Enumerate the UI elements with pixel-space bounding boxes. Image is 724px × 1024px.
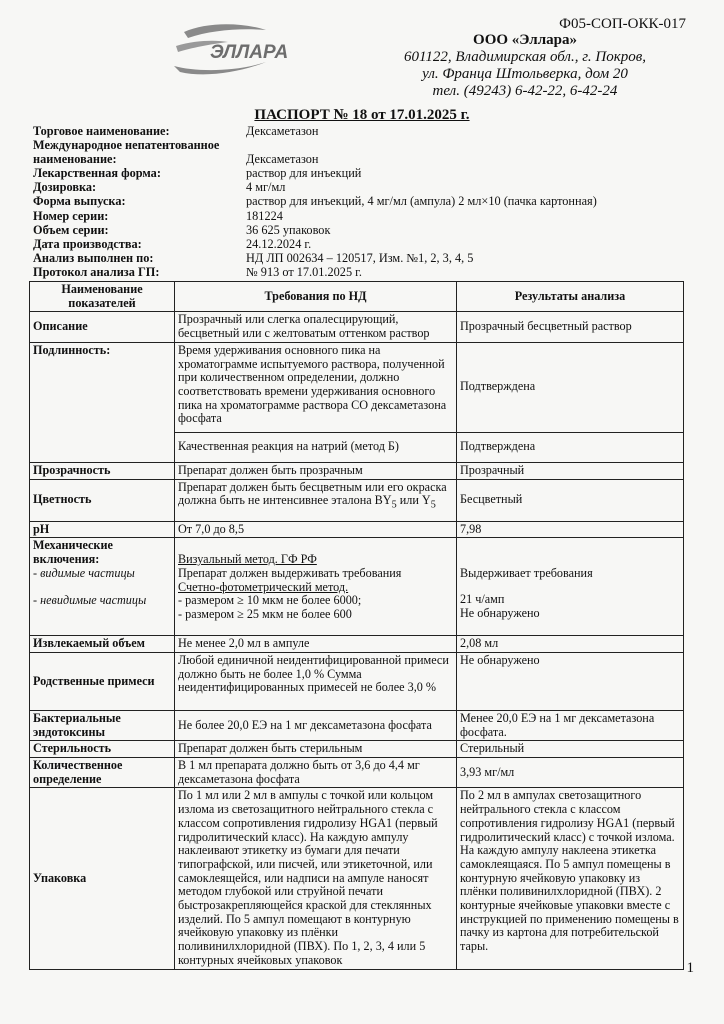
row-name: Упаковка	[30, 788, 175, 969]
row-result: Менее 20,0 ЕЭ на 1 мг дексаметазона фосфата.	[457, 710, 684, 740]
page-number: 1	[686, 960, 694, 976]
table-row	[30, 479, 684, 521]
company-address-line2: ул. Франца Штольверка, дом 20	[422, 66, 628, 82]
table-row	[30, 312, 684, 342]
info-label: Анализ выполнен по:	[33, 250, 154, 265]
table-row	[30, 462, 684, 479]
logo-text: ЭЛЛАРА	[210, 42, 289, 63]
row-result: По 2 мл в ампулах светозащитного нейтрального стекла с классом сопротивления гидролизу HGA1 (первый гидролитический класс) с точкой излома. На каждую ампулу наклеена этикетка самоклеящаяся. По 5 ампул помещены в контурную ячейковую упаковку из плёнки поливинилхлоридной (ПВХ). 2 контурные ячейковые упаковки вместе с инструкцией по применению помещены в пачку из картона для потребительской тары.	[457, 788, 684, 969]
table-row	[30, 521, 684, 538]
row-name: Цветность	[30, 479, 175, 521]
info-label: Торговое наименование:	[33, 124, 170, 138]
mech-res-size1: 21 ч/амп	[460, 591, 505, 606]
row-requirement: В 1 мл препарата должно быть от 3,6 до 4,4 мг дексаметазона фосфата	[175, 758, 457, 788]
info-label: Международное непатентованное	[33, 138, 220, 153]
row-requirement: Не менее 2,0 мл в ампуле	[175, 636, 457, 653]
mech-visible: - видимые частицы	[33, 565, 135, 580]
info-row	[33, 194, 663, 208]
info-label: Дозировка:	[33, 180, 97, 195]
row-requirement: Препарат должен быть прозрачным	[175, 462, 457, 479]
info-row	[33, 138, 663, 152]
row-result: Подтверждена	[457, 342, 684, 432]
row-result: Стерильный	[457, 741, 684, 758]
row-result: Прозрачный бесцветный раствор	[457, 312, 684, 342]
company-phone: тел. (49243) 6-42-22, 6-42-24	[432, 83, 618, 99]
info-value	[246, 138, 663, 152]
table-header-row	[30, 282, 684, 312]
table-row	[30, 636, 684, 653]
info-value: 24.12.2024 г.	[246, 236, 312, 251]
table-row	[30, 758, 684, 788]
color-req-text-2: или Y	[399, 493, 431, 508]
header-requirements: Требования по НД	[175, 282, 457, 312]
table-row	[30, 652, 684, 710]
analysis-table	[29, 281, 684, 970]
header-indicator: Наименование показателей	[30, 282, 175, 312]
info-value: № 913 от 17.01.2025 г.	[246, 264, 362, 279]
passport-title: ПАСПОРТ № 18 от 17.01.2025 г.	[254, 107, 470, 123]
row-requirement	[175, 538, 457, 636]
table-row	[30, 538, 684, 636]
row-result: 2,08 мл	[457, 636, 684, 653]
row-result: Прозрачный	[457, 462, 684, 479]
mech-req-size1: - размером ≥ 10 мкм не более 6000;	[178, 593, 362, 608]
info-value: 36 625 упаковок	[246, 222, 331, 237]
info-label: Объем серии:	[33, 222, 109, 237]
row-name: Прозрачность	[30, 462, 175, 479]
row-name: Родственные примеси	[30, 652, 175, 710]
color-req-subscript: 5	[391, 499, 397, 511]
mech-req-size2: - размером ≥ 25 мкм не более 600	[178, 607, 352, 622]
info-row	[33, 124, 663, 138]
row-name: Описание	[30, 312, 175, 342]
mech-res-visible: Выдерживает требования	[460, 566, 593, 581]
info-label: Протокол анализа ГП:	[33, 264, 160, 279]
info-value: 181224	[246, 208, 283, 223]
row-result: Не обнаружено	[457, 652, 684, 710]
info-label: наименование:	[33, 152, 117, 167]
row-result: Бесцветный	[457, 479, 684, 521]
row-requirement	[175, 479, 457, 521]
company-address-line1: 601122, Владимирская обл., г. Покров,	[404, 49, 646, 65]
row-name: pH	[30, 521, 175, 538]
mech-name: Механические включения:	[33, 538, 113, 566]
mech-method1: Визуальный метод. ГФ РФ	[178, 552, 317, 567]
info-value: Дексаметазон	[246, 124, 319, 138]
mech-invisible: - невидимые частицы	[33, 593, 147, 608]
info-row	[33, 223, 663, 237]
color-req-text: Препарат должен быть бесцветным или его окраска должна быть не интенсивнее эталона BY	[178, 479, 447, 508]
row-requirement: По 1 мл или 2 мл в ампулы с точкой или кольцом излома из светозащитного нейтрального стекла с классом сопротивления гидролизу HGA1 (первый гидролитический класс). На каждую ампулу наклеивают этикетку из бумаги для печати типографской, или писчей, или этикеточной, или самоклеящейся, или надписи на ампуле наносят методом глубокой или струйной печати быстрозакрепляющейся краской для стеклянных изделий. По 5 ампул помещают в контурную ячейковую упаковку из плёнки поливинилхлоридной (ПВХ). По 1, 2, 3, 4 или 5 контурных ячейковых упаковок	[175, 788, 457, 969]
row-requirement: Время удерживания основного пика на хроматограмме испытуемого раствора, полученной при количественном определении, должно соответствовать времени удерживания основного пика на хроматограмме раствора СО дексаметазона фосфата	[175, 342, 457, 432]
row-name: Бактериальные эндотоксины	[30, 710, 175, 740]
table-row	[30, 342, 684, 432]
table-row	[30, 710, 684, 740]
color-req-subscript-2: 5	[430, 499, 436, 511]
product-info	[33, 124, 663, 279]
info-label: Номер серии:	[33, 208, 109, 223]
document-code: Ф05-СОП-ОКК-017	[559, 16, 686, 32]
info-value: раствор для инъекций	[246, 166, 362, 181]
row-requirement: Любой единичной неидентифицированной примеси должно быть не более 1,0 % Сумма неидентифицированных примесей не более 3,0 %	[175, 652, 457, 710]
row-requirement: Прозрачный или слегка опалесцирующий, бесцветный или с желтоватым оттенком раствор	[175, 312, 457, 342]
info-row	[33, 180, 663, 194]
row-name: Подлинность:	[30, 342, 175, 462]
row-result	[457, 538, 684, 636]
table-row	[30, 741, 684, 758]
row-name: Извлекаемый объем	[30, 636, 175, 653]
row-name: Количественное определение	[30, 758, 175, 788]
info-row	[33, 251, 663, 265]
table-row	[30, 788, 684, 969]
info-value: 4 мг/мл	[246, 180, 286, 195]
mech-req-text1: Препарат должен выдерживать требования	[178, 565, 402, 580]
info-row	[33, 152, 663, 166]
row-result: 7,98	[457, 521, 684, 538]
info-label: Форма выпуска:	[33, 194, 126, 209]
row-requirement: Качественная реакция на натрий (метод Б)	[175, 432, 457, 462]
header-results: Результаты анализа	[457, 282, 684, 312]
info-row	[33, 209, 663, 223]
info-row	[33, 265, 663, 279]
company-name: ООО «Эллара»	[473, 32, 577, 48]
info-label: Лекарственная форма:	[33, 166, 161, 181]
info-label: Дата производства:	[33, 236, 142, 251]
info-value: НД ЛП 002634 – 120517, Изм. №1, 2, 3, 4, 5	[246, 250, 474, 265]
row-name: Стерильность	[30, 741, 175, 758]
company-logo	[166, 22, 306, 80]
row-requirement: От 7,0 до 8,5	[175, 521, 457, 538]
info-row	[33, 237, 663, 251]
mech-res-size2: Не обнаружено	[460, 605, 540, 620]
row-name	[30, 538, 175, 636]
mech-method2: Счетно-фотометрический метод.	[178, 579, 349, 594]
row-requirement: Не более 20,0 ЕЭ на 1 мг дексаметазона фосфата	[175, 710, 457, 740]
row-result: 3,93 мг/мл	[457, 758, 684, 788]
info-value: раствор для инъекций, 4 мг/мл (ампула) 2 мл×10 (пачка картонная)	[246, 194, 597, 209]
info-value: Дексаметазон	[246, 152, 319, 167]
row-requirement: Препарат должен быть стерильным	[175, 741, 457, 758]
info-row	[33, 166, 663, 180]
row-result: Подтверждена	[457, 432, 684, 462]
company-block	[400, 32, 650, 100]
